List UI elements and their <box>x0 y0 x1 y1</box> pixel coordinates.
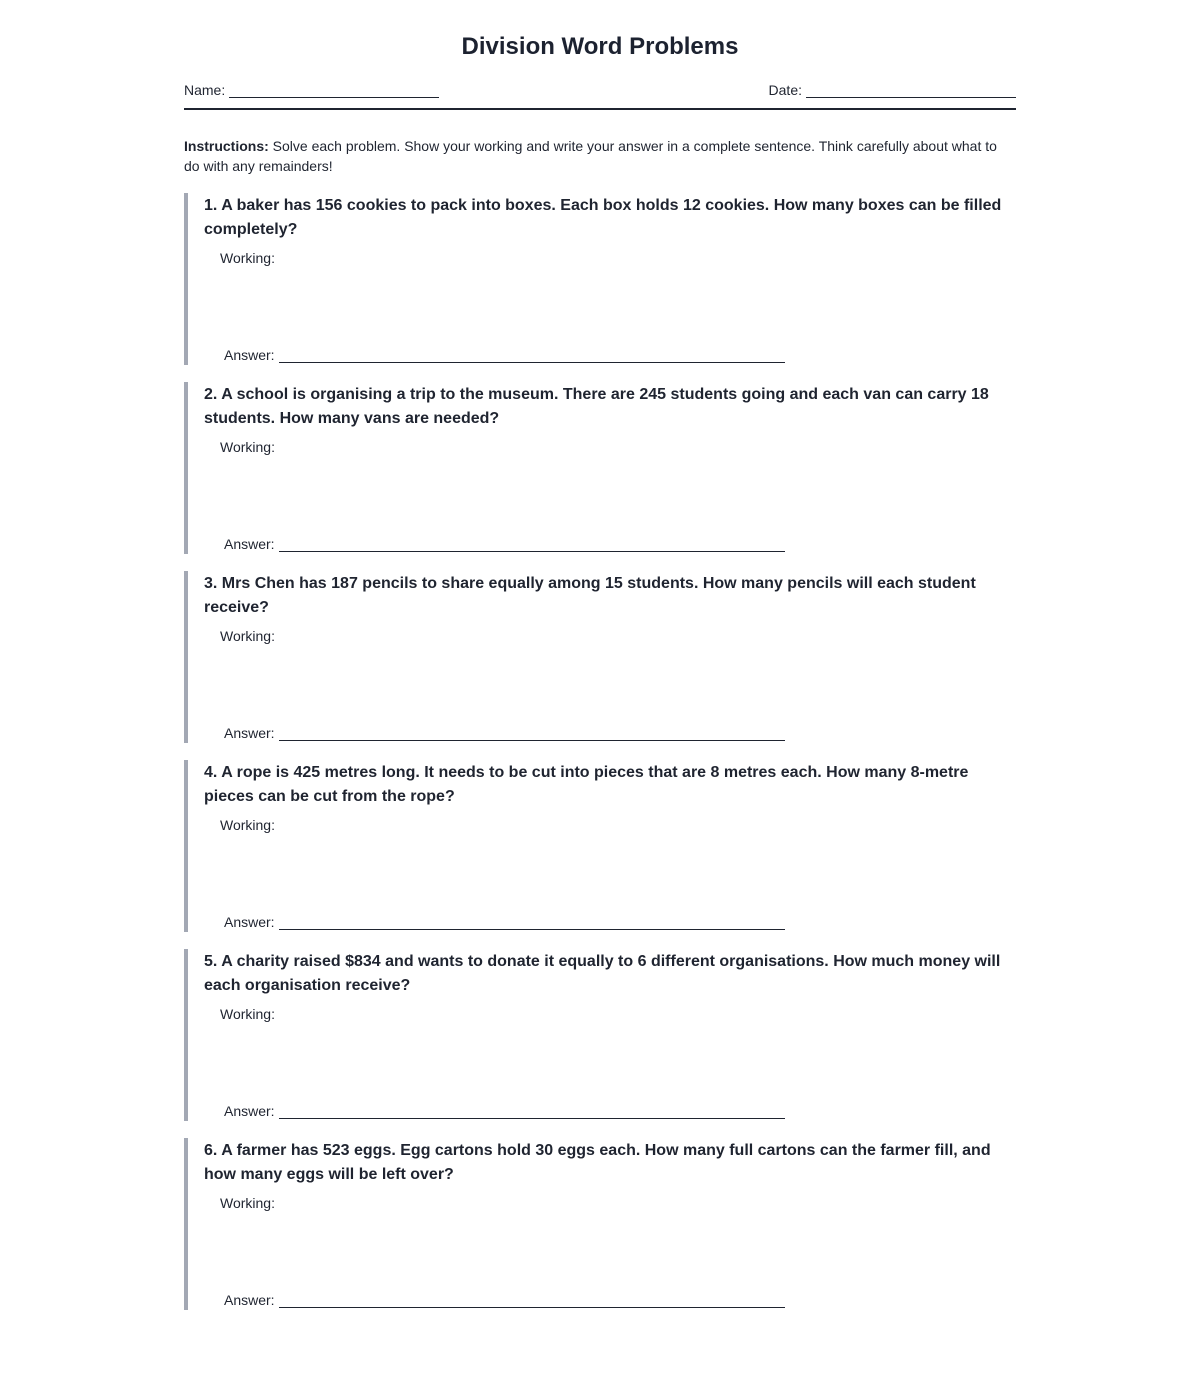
answer-label: Answer: <box>224 914 275 930</box>
answer-label: Answer: <box>224 536 275 552</box>
instructions <box>184 136 1016 176</box>
answer-line[interactable] <box>279 1104 785 1119</box>
answer-label: Answer: <box>224 1292 275 1308</box>
answer-field <box>224 347 785 363</box>
working-label: Working: <box>220 250 275 266</box>
problem-5 <box>184 949 1016 1121</box>
header-row <box>184 82 1016 110</box>
answer-line[interactable] <box>279 915 785 930</box>
problem-question: 1. A baker has 156 cookies to pack into boxes. Each box holds 12 cookies. How many boxes can be filled completely? <box>204 197 1002 238</box>
page-title: Division Word Problems <box>461 33 739 60</box>
working-label: Working: <box>220 628 275 644</box>
answer-line[interactable] <box>279 348 785 363</box>
answer-label: Answer: <box>224 1103 275 1119</box>
answer-line[interactable] <box>279 726 785 741</box>
problem-3 <box>184 571 1016 743</box>
date-field <box>769 82 1016 98</box>
name-label: Name: <box>184 82 226 98</box>
instructions-label: Instructions: <box>184 138 269 154</box>
working-label: Working: <box>220 439 275 455</box>
answer-line[interactable] <box>279 537 785 552</box>
problem-1 <box>184 193 1016 365</box>
worksheet-page <box>184 0 1016 1310</box>
date-label: Date: <box>768 82 802 98</box>
working-label: Working: <box>220 817 275 833</box>
instructions-text: Solve each problem. Show your working and write your answer in a complete sentence. Think carefully about what to do with any remainders! <box>184 138 997 174</box>
problem-2 <box>184 382 1016 554</box>
answer-label: Answer: <box>224 347 275 363</box>
answer-field <box>224 914 785 930</box>
name-field <box>184 82 439 98</box>
problem-question: 6. A farmer has 523 eggs. Egg cartons hold 30 eggs each. How many full cartons can the farmer fill, and how many eggs will be left over? <box>204 1142 991 1183</box>
name-line[interactable] <box>229 83 439 98</box>
answer-field <box>224 1103 785 1119</box>
problem-question: 5. A charity raised $834 and wants to donate it equally to 6 different organisations. How much money will each organisation receive? <box>204 953 1001 994</box>
working-label: Working: <box>220 1195 275 1211</box>
answer-field <box>224 725 785 741</box>
problem-question: 2. A school is organising a trip to the museum. There are 245 students going and each van can carry 18 students. How many vans are needed? <box>204 386 989 427</box>
answer-line[interactable] <box>279 1293 785 1308</box>
problem-4 <box>184 760 1016 932</box>
problem-6 <box>184 1138 1016 1310</box>
answer-label: Answer: <box>224 725 275 741</box>
answer-field <box>224 1292 785 1308</box>
problem-question: 3. Mrs Chen has 187 pencils to share equally among 15 students. How many pencils will each student receive? <box>204 575 976 616</box>
answer-field <box>224 536 785 552</box>
working-label: Working: <box>220 1006 275 1022</box>
date-line[interactable] <box>806 83 1016 98</box>
problem-question: 4. A rope is 425 metres long. It needs to be cut into pieces that are 8 metres each. How many 8-metre pieces can be cut from the rope? <box>204 764 969 805</box>
